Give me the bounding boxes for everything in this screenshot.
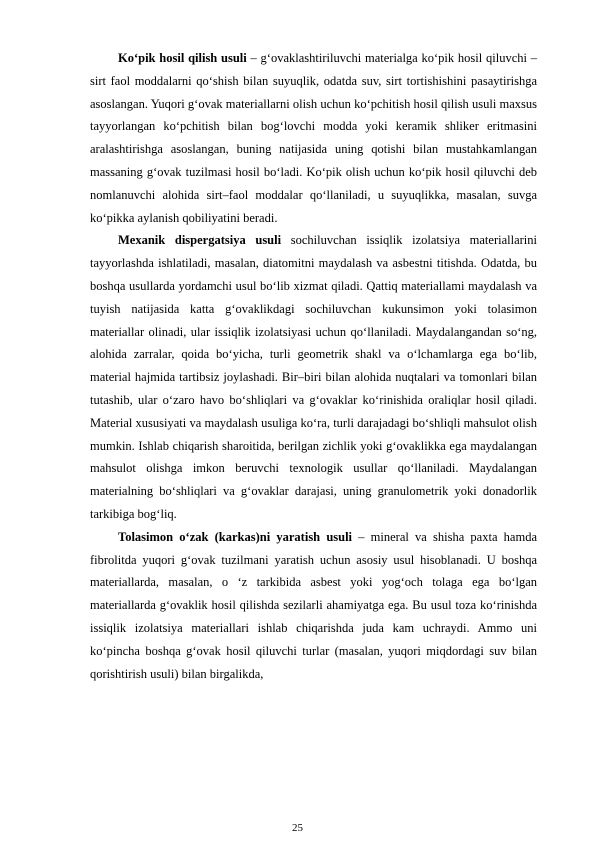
term-foam-method: Ko‘pik hosil qilish usuli <box>118 51 247 65</box>
paragraph-text: – mineral va shisha paxta hamda fibrolitda yuqori g‘ovak tuzilmani yaratish uchun asosiy usul hisoblanadi. U boshqa materiallarda, masalan, o ‘z tarkibida asbest yoki yog‘och tolaga ega bo‘lgan materiallarda g‘ovaklik hosil qilishda sezilarli ahamiyatga ega. Bu usul toza ko‘rinishda issiqlik izolatsiya materiallari ishlab chiqarishda juda kam uchraydi. Ammo uni ko‘pincha boshqa g‘ovak hosil qiluvchi turlar (masalan, yuqori miqdordagi suv bilan qorishtirish usuli) bilan birgalikda, <box>90 529 537 681</box>
paragraph-mechanical-dispersion <box>90 229 537 525</box>
term-mechanical-dispersion: Mexanik dispergatsiya usuli <box>118 233 282 248</box>
term-fibrous-frame: Tolasimon o‘zak (karkas)ni yaratish usuli <box>118 529 353 544</box>
paragraph-foam-method <box>90 47 537 229</box>
paragraph-fibrous-frame <box>90 526 537 686</box>
document-page <box>90 47 537 685</box>
paragraph-text: – g‘ovaklashtiriluvchi materialga ko‘pik hosil qiluvchi – sirt faol moddalarni qo‘shish bilan suyuqlik, odatda suv, sirt tortishishini pasaytirishga asoslangan. Yuqori g‘ovak materiallarni olish uchun ko‘pchitish hosil qilish usuli maxsus tayyorlangan ko‘pchitish bilan bog‘lovchi modda yoki keramik shliker eritmasini aralashtirishga asoslangan, buning natijasida uning qotishi bilan mustahkamlangan massaning g‘ovak tuzilmasi hosil bo‘ladi. Ko‘pik olish uchun ko‘pik hosil qiluvchi deb nomlanuvchi alohida sirt–faol moddalar qo‘llaniladi, u suyuqlikka, masalan, suvga ko‘pikka aylanish qobiliyatini beradi. <box>90 51 537 225</box>
page-number: 25 <box>292 822 303 834</box>
paragraph-text: sochiluvchan issiqlik izolatsiya materiallarini tayyorlashda ishlatiladi, masalan, diatomitni maydalash va asbestni titishda. Odatda, bu boshqa usullarda yordamchi usul bo‘lib xizmat qiladi. Qattiq materiallami maydalash va tuyish natijasida katta g‘ovaklikdagi sochiluvchan kukunsimon yoki tolasimon materiallar olinadi, ular issiqlik izolatsiyasi uchun qo‘llaniladi. Maydalangandan so‘ng, alohida zarralar, qoida bo‘yicha, turli geometrik shakl va o‘lchamlarga ega bo‘lib, material hajmida tartibsiz joylashadi. Bir–biri bilan alohida nuqtalari va tomonlari bilan tutashib, ular o‘zaro havo bo‘shliqlari va g‘ovaklar ko‘rinishida oraliqlar hosil qiladi. Material xususiyati va maydalash usuliga ko‘ra, turli darajadagi bo‘shliqli mahsulot olish mumkin. Ishlab chiqarish sharoitida, berilgan zichlik yoki g‘ovaklikka ega maydalangan mahsulot olishga imkon beruvchi texnologik usullar qo‘llaniladi. Maydalangan materialning bo‘shliqlari va g‘ovaklar darajasi, uning granulometrik yoki donadorlik tarkibiga bog‘liq. <box>90 233 537 521</box>
